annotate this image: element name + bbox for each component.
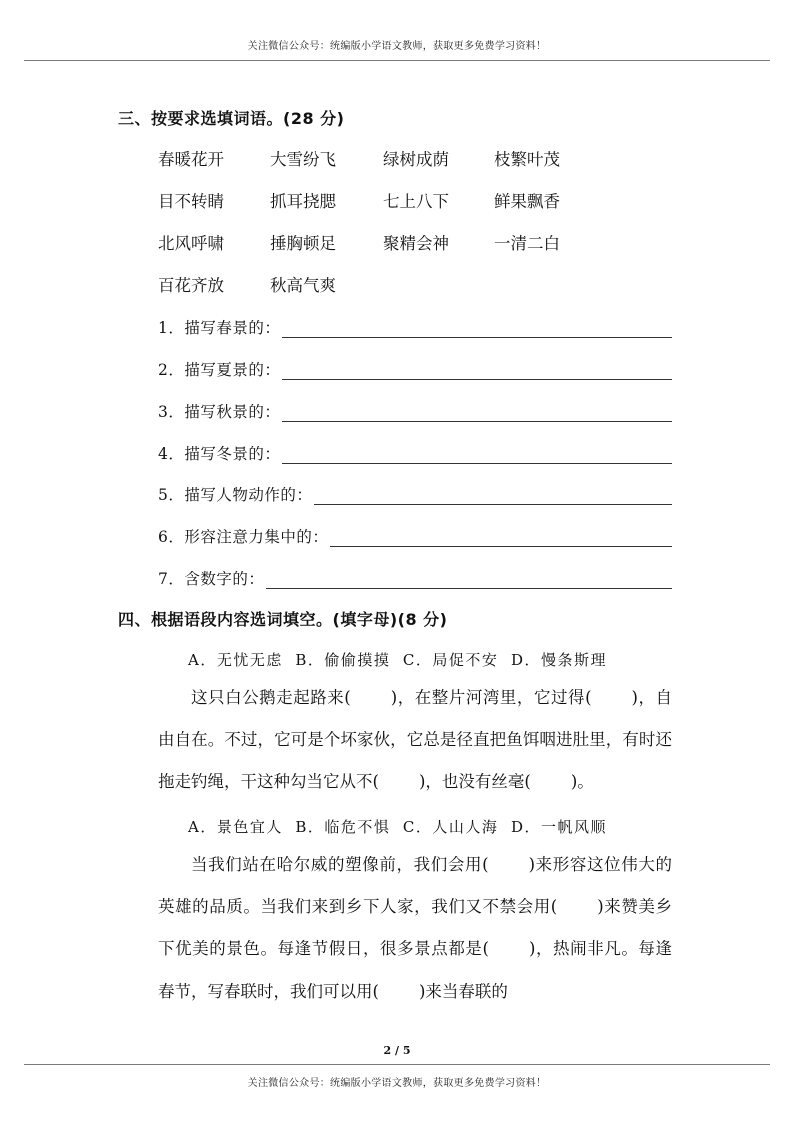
answer-label: 1．描写春景的： [158,319,281,337]
passage-2: 当我们站在哈尔威的塑像前，我们会用( )来形容这位伟大的英雄的品质。当我们来到乡下人家，我们又不禁会用( )来赞美乡下优美的景色。每逢节假日，很多景点都是( )，热闹非凡。每逢春节，写春联时，我们可以用( )来当春联的 [158,855,673,1001]
answer-row-3 [158,398,672,422]
answer-label: 7．含数字的： [158,570,265,588]
answer-line[interactable] [282,445,672,464]
option-list-1: A．无忧无虑 B．偷偷摸摸 C．局促不安 D．慢条斯理 [188,651,607,669]
word-chip: 秋高气爽 [270,276,336,295]
word-chip: 捶胸顿足 [270,234,336,253]
answer-row-4 [158,440,672,464]
word-chip: 抓耳挠腮 [270,192,336,211]
answer-row-5 [158,481,672,505]
answer-label: 6．形容注意力集中的： [158,528,329,546]
footer-banner: 关注微信公众号：统编版小学语文教师，获取更多免费学习资料！ [247,1078,547,1089]
option-list-2: A．景色宜人 B．临危不惧 C．人山人海 D．一帆风顺 [188,818,607,836]
answer-row-1 [158,314,672,338]
passage-1: 这只白公鹅走起路来( )，在整片河湾里，它过得( )，自由自在。不过，它可是个坏家伙，它总是径直把鱼饵咽进肚里，有时还拖走钓绳，干这种勾当它从不( )，也没有丝毫( )。 [158,688,673,792]
answer-line[interactable] [330,528,672,547]
section-3-title: 三、按要求选填词语。(28 分) [118,109,345,128]
page-number: 2 / 5 [383,1044,411,1057]
answer-line[interactable] [282,403,672,422]
answer-line[interactable] [314,486,672,505]
header-divider [24,60,770,61]
footer-divider [24,1064,770,1065]
word-chip: 目不转睛 [158,192,224,211]
word-chip: 聚精会神 [383,234,449,253]
answer-label: 5．描写人物动作的： [158,486,313,504]
word-chip: 七上八下 [383,192,449,211]
header-banner: 关注微信公众号：统编版小学语文教师，获取更多免费学习资料！ [247,41,547,52]
answer-line[interactable] [266,570,672,589]
word-chip: 百花齐放 [158,276,224,295]
word-chip: 绿树成荫 [383,150,449,169]
answer-row-2 [158,356,672,380]
word-chip: 北风呼啸 [158,234,224,253]
word-chip: 鲜果飘香 [494,192,560,211]
answer-label: 4．描写冬景的： [158,445,281,463]
word-chip: 大雪纷飞 [270,150,336,169]
word-chip: 春暖花开 [158,150,224,169]
answer-row-6 [158,523,672,547]
section-4-title: 四、根据语段内容选词填空。(填字母)(8 分) [118,610,448,629]
answer-label: 3．描写秋景的： [158,403,281,421]
answer-label: 2．描写夏景的： [158,361,281,379]
answer-row-7 [158,565,672,589]
word-chip: 一清二白 [494,234,560,253]
answer-line[interactable] [282,361,672,380]
answer-line[interactable] [282,319,672,338]
word-chip: 枝繁叶茂 [494,150,560,169]
